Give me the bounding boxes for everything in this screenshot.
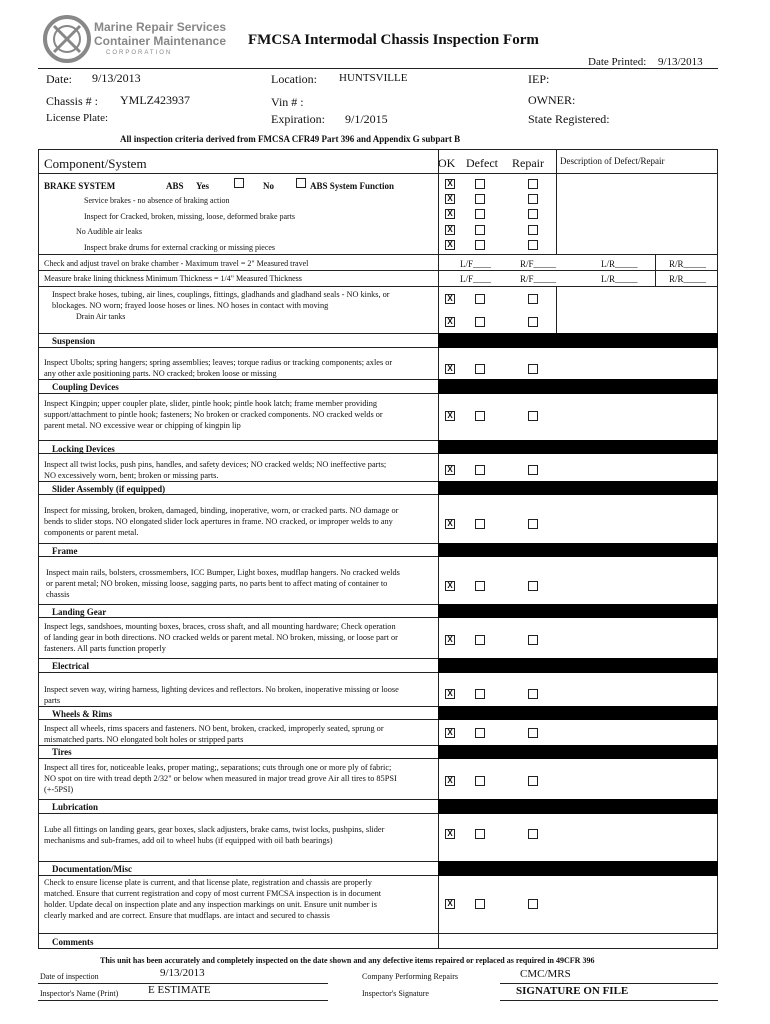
defect-checkbox[interactable] xyxy=(475,689,485,699)
company-value[interactable]: CMC/MRS xyxy=(520,968,571,980)
abs-label: ABS xyxy=(166,181,184,191)
criteria-note: All inspection criteria derived from FMCSA CFR49 Part 396 and Appendix G subpart B xyxy=(120,134,461,144)
inspector-signature-value[interactable]: SIGNATURE ON FILE xyxy=(516,985,629,997)
location-label: Location: xyxy=(271,72,317,86)
col-defect: Defect xyxy=(466,156,498,170)
date-printed-label: Date Printed: xyxy=(588,56,647,68)
ok-checkbox[interactable]: X xyxy=(445,411,455,421)
section-title-coupling: Coupling Devices xyxy=(52,382,119,392)
ok-checkbox[interactable]: X xyxy=(445,581,455,591)
logo-line-1: Marine Repair Services xyxy=(94,20,227,34)
ok-checkbox[interactable]: X xyxy=(445,519,455,529)
ok-checkbox[interactable]: X xyxy=(445,635,455,645)
section-title-locking: Locking Devices xyxy=(52,444,115,454)
ok-checkbox[interactable]: X xyxy=(445,294,455,304)
certification-text: This unit has been accurately and completely inspected on the date shown and any defective items repaired or replaced as required in 49CFR 396 xyxy=(100,956,595,965)
defect-checkbox[interactable] xyxy=(475,776,485,786)
date-of-inspection-label: Date of inspection xyxy=(40,972,99,981)
license-plate-label: License Plate: xyxy=(46,112,109,124)
inspector-signature-label: Inspector's Signature xyxy=(362,989,429,998)
section-title-lubrication: Lubrication xyxy=(52,802,99,812)
section-text-tires: Inspect all tires for, noticeable leaks, proper mating;, separations; cuts through one or more ply of fabric; NO spot on tire with tread depth 2/32" or below when measured in major tread grove Air all tires to 85PSI (+-5PSI) xyxy=(44,763,397,794)
defect-checkbox[interactable] xyxy=(475,635,485,645)
ok-checkbox[interactable]: X xyxy=(445,829,455,839)
owner-label: OWNER: xyxy=(528,93,576,107)
abs-function-label: ABS System Function xyxy=(310,181,395,191)
section-title-suspension: Suspension xyxy=(52,336,96,346)
ok-checkbox[interactable]: X xyxy=(445,689,455,699)
company-label: Company Performing Repairs xyxy=(362,972,458,981)
lining-lf[interactable]: L/F____ xyxy=(460,274,492,284)
abs-yes-label: Yes xyxy=(196,181,209,191)
defect-checkbox[interactable] xyxy=(475,519,485,529)
repair-checkbox[interactable] xyxy=(528,581,538,591)
brake-adjust-text: Check and adjust travel on brake chamber - Maximum travel = 2" Measured travel xyxy=(44,259,309,268)
repair-checkbox[interactable] xyxy=(528,465,538,475)
location-value[interactable]: HUNTSVILLE xyxy=(339,72,408,84)
state-registered-label: State Registered: xyxy=(528,112,610,126)
section-text-wheels: Inspect all wheels, rims spacers and fasteners. NO bent, broken, cracked, improperly seated, sprung or mismatched parts. NO elongated bolt holes or stripped parts xyxy=(44,724,384,744)
company-logo xyxy=(40,14,227,64)
repair-checkbox[interactable] xyxy=(528,364,538,374)
repair-checkbox[interactable] xyxy=(528,225,538,235)
repair-checkbox[interactable] xyxy=(528,317,538,327)
col-ok: OK xyxy=(438,156,456,170)
defect-checkbox[interactable] xyxy=(475,581,485,591)
abs-no-checkbox[interactable] xyxy=(296,178,306,188)
repair-checkbox[interactable] xyxy=(528,635,538,645)
defect-checkbox[interactable] xyxy=(475,465,485,475)
brake-item-3: No Audible air leaks xyxy=(76,227,142,236)
col-component: Component/System xyxy=(44,156,147,171)
ok-checkbox[interactable]: X xyxy=(445,728,455,738)
section-text-slider: Inspect for missing, broken, broken, damaged, binding, inoperative, worn, or cracked parts. NO damage or bends to slider stops. NO elongated slider lock apertures in frame. NO cracked, or improper welds to any components or parent metal. xyxy=(44,506,399,537)
defect-checkbox[interactable] xyxy=(475,194,485,204)
defect-checkbox[interactable] xyxy=(475,179,485,189)
abs-no-label: No xyxy=(263,181,274,191)
drain-air-tanks-text: Drain Air tanks xyxy=(76,312,126,321)
ok-checkbox[interactable]: X xyxy=(445,179,455,189)
repair-checkbox[interactable] xyxy=(528,240,538,250)
section-title-landing-gear: Landing Gear xyxy=(52,607,107,617)
section-text-documentation: Check to ensure license plate is current, and that license plate, registration and chassis are properly matched. Ensure that current registration and copy of most current FMCSA inspection is in document holder. Update decal on inspection plate and any inspection markings on unit. Ensure unit number is clearly marked and are correct. Ensure that mudflaps. are intact and secured to chassis xyxy=(44,878,382,920)
section-title-slider: Slider Assembly (if equipped) xyxy=(52,484,166,494)
defect-checkbox[interactable] xyxy=(475,411,485,421)
ok-checkbox[interactable]: X xyxy=(445,317,455,327)
lining-rf[interactable]: R/F_____ xyxy=(520,274,557,284)
adjust-lf[interactable]: L/F____ xyxy=(460,259,492,269)
section-text-lubrication: Lube all fittings on landing gears, gear boxes, slack adjusters, brake cams, twist locks, pushpins, slider mechanisms and sub-frames, add oil to wheel hubs (if equipped with oil bath bearings) xyxy=(44,825,385,845)
repair-checkbox[interactable] xyxy=(528,294,538,304)
adjust-rf[interactable]: R/F_____ xyxy=(520,259,557,269)
lining-lr[interactable]: L/R_____ xyxy=(601,274,638,284)
chassis-label: Chassis # : xyxy=(46,94,99,108)
ok-checkbox[interactable]: X xyxy=(445,899,455,909)
section-text-locking: Inspect all twist locks, push pins, handles, and safety devices; NO cracked welds; NO ineffective parts; NO excessively worn, bent; broken or missing parts. xyxy=(44,460,387,480)
repair-checkbox[interactable] xyxy=(528,411,538,421)
expiration-label: Expiration: xyxy=(271,112,325,126)
defect-checkbox[interactable] xyxy=(475,240,485,250)
repair-checkbox[interactable] xyxy=(528,209,538,219)
ok-checkbox[interactable]: X xyxy=(445,465,455,475)
defect-checkbox[interactable] xyxy=(475,899,485,909)
brake-item-2: Inspect for Cracked, broken, missing, loose, deformed brake parts xyxy=(84,212,296,221)
ok-checkbox[interactable]: X xyxy=(445,776,455,786)
brake-item-1: Service brakes - no absence of braking action xyxy=(84,196,230,205)
section-text-suspension: Inspect Ubolts; spring hangers; spring assemblies; leaves; torque radius or tracking components; axles or any other axle positioning parts. NO cracked; broken loose or missing xyxy=(44,358,393,378)
section-title-frame: Frame xyxy=(52,546,78,556)
brake-item-4: Inspect brake drums for external cracking or missing pieces xyxy=(84,243,276,252)
adjust-lr[interactable]: L/R_____ xyxy=(601,259,638,269)
form-title: FMCSA Intermodal Chassis Inspection Form xyxy=(248,32,539,48)
repair-checkbox[interactable] xyxy=(528,194,538,204)
section-title-tires: Tires xyxy=(52,747,72,757)
ok-checkbox[interactable]: X xyxy=(445,209,455,219)
logo-line-3: CORPORATION xyxy=(106,50,173,56)
brake-lining-text: Measure brake lining thickness Minimum Thickness = 1/4" Measured Thickness xyxy=(44,274,302,283)
section-text-landing-gear: Inspect legs, sandshoes, mounting boxes, braces, cross shaft, and all mounting hardware; Check operation of landing gear in both directions. NO cracked welds or parent metal. NO broken, missing, or loose part or fasteners. All parts function properly xyxy=(44,622,398,653)
comments-label: Comments xyxy=(52,937,94,947)
section-text-electrical: Inspect seven way, wiring harness, lighting devices and reflectors. No broken, inoperative missing or loose parts xyxy=(44,685,399,705)
ok-checkbox[interactable]: X xyxy=(445,364,455,374)
defect-checkbox[interactable] xyxy=(475,728,485,738)
ok-checkbox[interactable]: X xyxy=(445,225,455,235)
inspector-name-label: Inspector's Name (Print) xyxy=(40,989,119,998)
lining-rr[interactable]: R/R_____ xyxy=(669,274,707,284)
defect-checkbox[interactable] xyxy=(475,829,485,839)
repair-checkbox[interactable] xyxy=(528,899,538,909)
defect-checkbox[interactable] xyxy=(475,364,485,374)
date-value[interactable]: 9/13/2013 xyxy=(92,71,141,85)
col-repair: Repair xyxy=(512,156,544,170)
vin-label: Vin # : xyxy=(271,95,304,109)
ok-checkbox[interactable]: X xyxy=(445,194,455,204)
section-title-wheels: Wheels & Rims xyxy=(52,709,112,719)
brake-title: BRAKE SYSTEM xyxy=(44,181,116,191)
inspector-name-value[interactable]: E ESTIMATE xyxy=(148,984,211,996)
repair-checkbox[interactable] xyxy=(528,776,538,786)
date-label: Date: xyxy=(46,72,72,86)
brake-hoses-text: Inspect brake hoses, tubing, air lines, couplings, fittings, gladhands and gladhand seals - NO kinks, or blockages. NO worn; frayed loose hoses or lines. NO hoses in contact with moving xyxy=(52,290,390,310)
chassis-value[interactable]: YMLZ423937 xyxy=(120,93,190,107)
logo-line-2: Container Maintenance xyxy=(94,34,227,48)
defect-checkbox[interactable] xyxy=(475,317,485,327)
section-text-coupling: Inspect Kingpin; upper coupler plate, slider, pintle hook; pintle hook latch; frame member providing support/attachment to pintle hook; fasteners; No broken or cracked components. NO cracked welds or parent metal. NO excessive wear or chipping of kingpin lip xyxy=(44,399,383,430)
repair-checkbox[interactable] xyxy=(528,179,538,189)
section-text-frame: Inspect main rails, bolsters, crossmembers, ICC Bumper, Light boxes, mudflap hangers. No cracked welds or parent metal; NO broken, missing loose, sagging parts, no parts bent to affect mating of container to chassis xyxy=(46,568,400,599)
date-printed-value: 9/13/2013 xyxy=(658,56,703,68)
defect-checkbox[interactable] xyxy=(475,294,485,304)
iep-label: IEP: xyxy=(528,72,550,86)
col-description: Description of Defect/Repair xyxy=(560,156,665,166)
repair-checkbox[interactable] xyxy=(528,728,538,738)
expiration-value[interactable]: 9/1/2015 xyxy=(345,112,388,126)
defect-checkbox[interactable] xyxy=(475,209,485,219)
defect-checkbox[interactable] xyxy=(475,225,485,235)
repair-checkbox[interactable] xyxy=(528,689,538,699)
adjust-rr[interactable]: R/R_____ xyxy=(669,259,707,269)
logo-emblem-icon xyxy=(42,14,92,64)
section-title-documentation: Documentation/Misc xyxy=(52,864,132,874)
ok-checkbox[interactable]: X xyxy=(445,240,455,250)
repair-checkbox[interactable] xyxy=(528,829,538,839)
section-title-electrical: Electrical xyxy=(52,661,89,671)
repair-checkbox[interactable] xyxy=(528,519,538,529)
abs-yes-checkbox[interactable] xyxy=(234,178,244,188)
date-of-inspection-value[interactable]: 9/13/2013 xyxy=(160,967,205,979)
